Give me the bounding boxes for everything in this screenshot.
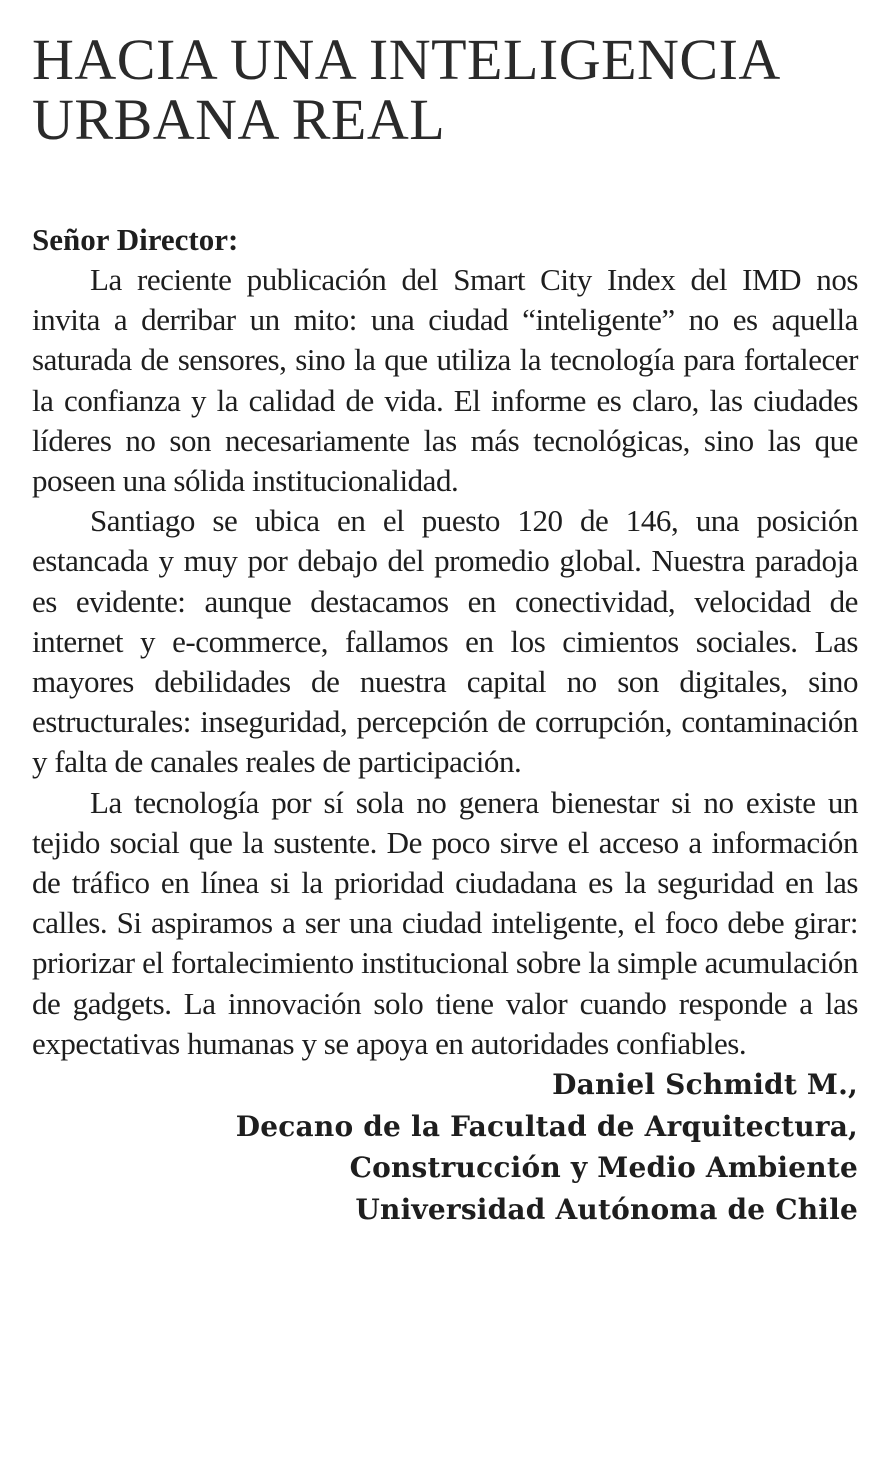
letter-to-editor — [32, 27, 858, 1230]
paragraph-2: Santiago se ubica en el puesto 120 de 146, una posición estancada y muy por debajo del promedio global. Nuestra paradoja es evidente: aunque destacamos en conectividad, velocidad de internet y e-commerce, fallamos en los cimientos sociales. Las mayores debilidades de nuestra capital no son digitales, sino estructurales: inseguridad, percepción de corrupción, contaminación y falta de canales reales de participación. — [32, 503, 858, 780]
headline-line-2: URBANA REAL — [32, 87, 446, 152]
author-title-line-2: Construcción y Medio Ambiente — [349, 1151, 858, 1185]
paragraph-1: La reciente publicación del Smart City Index del IMD nos invita a derribar un mito: una ciudad “inteligente” no es aquella saturada de sensores, sino la que utiliza la tecnología para fortalecer la confianza y la calidad de vida. El informe es claro, las ciudades líderes no son necesariamente las más tecnológicas, sino las que poseen una sólida institucionalidad. — [32, 262, 858, 499]
author-institution: Universidad Autónoma de Chile — [355, 1192, 858, 1226]
author-name: Daniel Schmidt M., — [552, 1068, 858, 1102]
author-title-line-1: Decano de la Facultad de Arquitectura, — [235, 1109, 858, 1143]
headline — [32, 27, 858, 152]
paragraph-3: La tecnología por sí sola no genera bienestar si no existe un tejido social que la sustente. De poco sirve el acceso a información de tráfico en línea si la prioridad ciudadana es la seguridad en las calles. Si aspiramos a ser una ciudad inteligente, el foco debe girar: priorizar el fortalecimiento institucional sobre la simple acumulación de gadgets. La innovación solo tiene valor cuando responde a las expectativas humanas y se apoya en autoridades confiables. — [32, 784, 858, 1061]
headline-line-1: HACIA UNA INTELIGENCIA — [32, 27, 781, 92]
signature-block — [32, 1064, 858, 1230]
salutation: Señor Director: — [32, 222, 239, 257]
